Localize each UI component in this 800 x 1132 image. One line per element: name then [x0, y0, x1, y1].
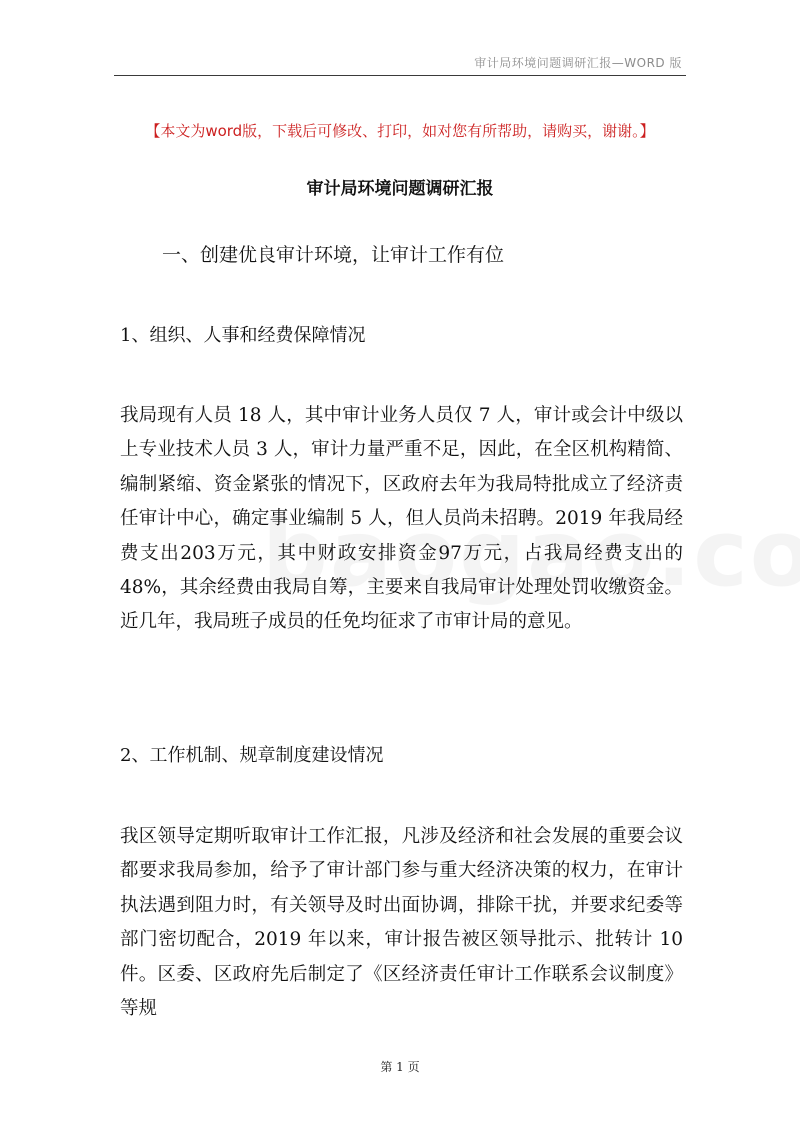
subsection-heading-2: 2、工作机制、规章制度建设情况 [120, 745, 384, 766]
section-heading-1: 一、创建优良审计环境，让审计工作有位 [162, 244, 505, 266]
running-header-title: 审计局环境问题调研汇报—WORD 版 [474, 56, 682, 70]
body-paragraph-2: 我区领导定期听取审计工作汇报，凡涉及经济和社会发展的重要会议都要求我局参加，给予了审计部门参与重大经济决策的权力，在审计执法遇到阻力时，有关领导及时出面协调，排除干扰，并要求纪委等部门密切配合，2019 年以来，审计报告被区领导批示、批转计 10 件。区委、区政府先后制定了《区经济责任审计工作联系会议制度》等规 [120, 826, 683, 1020]
page-number: 第 1 页 [380, 1060, 420, 1074]
document-title: 审计局环境问题调研汇报 [306, 179, 494, 199]
subsection-heading-1: 1、组织、人事和经费保障情况 [120, 325, 366, 346]
download-notice: 【本文为word版，下载后可修改、打印，如对您有所帮助，请购买，谢谢。】 [145, 122, 655, 140]
body-paragraph-1: 我局现有人员 18 人，其中审计业务人员仅 7 人，审计或会计中级以上专业技术人员 3 人，审计力量严重不足，因此，在全区机构精简、编制紧缩、资金紧张的情况下，区政府去年为我局特批成立了经济责任审计中心，确定事业编制 5 人，但人员尚未招聘。2019 年我局经费支出203万元，其中财政安排资金97万元，占我局经费支出的48%，其余经费由我局自筹，主要来自我局审计处理处罚收缴资金。近几年，我局班子成员的任免均征求了市审计局的意见。 [120, 405, 683, 633]
header-divider [114, 75, 686, 76]
